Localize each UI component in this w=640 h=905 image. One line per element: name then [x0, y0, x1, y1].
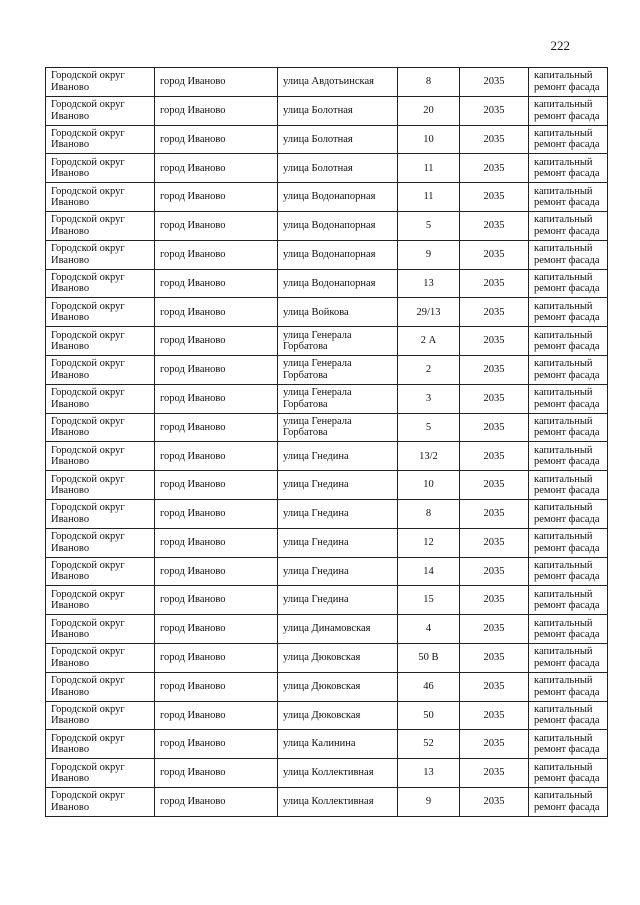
table-row [46, 298, 608, 327]
cell-house-number: 3 [398, 384, 460, 413]
cell-street: улица Генерала Горбатова [278, 355, 398, 384]
table-row [46, 471, 608, 500]
cell-street: улица Гнедина [278, 557, 398, 586]
table-row [46, 586, 608, 615]
cell-street: улица Коллективная [278, 759, 398, 788]
cell-settlement: город Иваново [155, 327, 278, 356]
cell-settlement: город Иваново [155, 528, 278, 557]
cell-house-number: 10 [398, 125, 460, 154]
cell-house-number: 46 [398, 672, 460, 701]
cell-house-number: 50 В [398, 643, 460, 672]
cell-work-type: капитальный ремонт фасада [529, 759, 608, 788]
cell-settlement: город Иваново [155, 298, 278, 327]
cell-year: 2035 [460, 96, 529, 125]
cell-street: улица Дюковская [278, 701, 398, 730]
cell-house-number: 9 [398, 787, 460, 816]
cell-house-number: 5 [398, 211, 460, 240]
cell-settlement: город Иваново [155, 384, 278, 413]
cell-municipality: Городской округ Иваново [46, 211, 155, 240]
cell-year: 2035 [460, 672, 529, 701]
cell-municipality: Городской округ Иваново [46, 471, 155, 500]
cell-settlement: город Иваново [155, 557, 278, 586]
cell-house-number: 15 [398, 586, 460, 615]
cell-municipality: Городской округ Иваново [46, 154, 155, 183]
cell-house-number: 29/13 [398, 298, 460, 327]
cell-house-number: 12 [398, 528, 460, 557]
cell-year: 2035 [460, 327, 529, 356]
cell-settlement: город Иваново [155, 730, 278, 759]
table-row [46, 701, 608, 730]
cell-municipality: Городской округ Иваново [46, 183, 155, 212]
table-row [46, 557, 608, 586]
cell-house-number: 13/2 [398, 442, 460, 471]
cell-settlement: город Иваново [155, 471, 278, 500]
table-row [46, 499, 608, 528]
cell-municipality: Городской округ Иваново [46, 240, 155, 269]
cell-year: 2035 [460, 442, 529, 471]
cell-work-type: капитальный ремонт фасада [529, 384, 608, 413]
cell-house-number: 20 [398, 96, 460, 125]
cell-year: 2035 [460, 643, 529, 672]
cell-street: улица Гнедина [278, 442, 398, 471]
cell-street: улица Болотная [278, 154, 398, 183]
cell-year: 2035 [460, 499, 529, 528]
cell-street: улица Гнедина [278, 471, 398, 500]
cell-work-type: капитальный ремонт фасада [529, 643, 608, 672]
cell-municipality: Городской округ Иваново [46, 68, 155, 97]
cell-house-number: 11 [398, 183, 460, 212]
cell-municipality: Городской округ Иваново [46, 557, 155, 586]
cell-year: 2035 [460, 211, 529, 240]
cell-municipality: Городской округ Иваново [46, 730, 155, 759]
cell-work-type: капитальный ремонт фасада [529, 471, 608, 500]
cell-municipality: Городской округ Иваново [46, 528, 155, 557]
cell-year: 2035 [460, 586, 529, 615]
cell-work-type: капитальный ремонт фасада [529, 183, 608, 212]
table-row [46, 240, 608, 269]
cell-year: 2035 [460, 183, 529, 212]
table-row [46, 125, 608, 154]
registry-table-body [46, 68, 608, 817]
cell-house-number: 52 [398, 730, 460, 759]
cell-municipality: Городской округ Иваново [46, 759, 155, 788]
cell-work-type: капитальный ремонт фасада [529, 269, 608, 298]
table-row [46, 269, 608, 298]
cell-municipality: Городской округ Иваново [46, 615, 155, 644]
cell-work-type: капитальный ремонт фасада [529, 125, 608, 154]
table-row [46, 442, 608, 471]
cell-street: улица Гнедина [278, 528, 398, 557]
cell-work-type: капитальный ремонт фасада [529, 240, 608, 269]
cell-street: улица Водонапорная [278, 240, 398, 269]
cell-settlement: город Иваново [155, 269, 278, 298]
cell-year: 2035 [460, 355, 529, 384]
cell-street: улица Авдотьинская [278, 68, 398, 97]
cell-house-number: 5 [398, 413, 460, 442]
cell-municipality: Городской округ Иваново [46, 499, 155, 528]
cell-street: улица Дюковская [278, 672, 398, 701]
cell-house-number: 2 А [398, 327, 460, 356]
cell-settlement: город Иваново [155, 240, 278, 269]
cell-municipality: Городской округ Иваново [46, 298, 155, 327]
cell-settlement: город Иваново [155, 211, 278, 240]
cell-house-number: 8 [398, 68, 460, 97]
cell-year: 2035 [460, 240, 529, 269]
cell-settlement: город Иваново [155, 355, 278, 384]
cell-year: 2035 [460, 68, 529, 97]
cell-settlement: город Иваново [155, 759, 278, 788]
cell-house-number: 10 [398, 471, 460, 500]
table-row [46, 355, 608, 384]
cell-house-number: 14 [398, 557, 460, 586]
cell-municipality: Городской округ Иваново [46, 125, 155, 154]
cell-year: 2035 [460, 269, 529, 298]
cell-settlement: город Иваново [155, 413, 278, 442]
cell-year: 2035 [460, 787, 529, 816]
cell-settlement: город Иваново [155, 586, 278, 615]
cell-year: 2035 [460, 471, 529, 500]
table-row [46, 730, 608, 759]
cell-year: 2035 [460, 730, 529, 759]
cell-settlement: город Иваново [155, 68, 278, 97]
cell-street: улица Генерала Горбатова [278, 327, 398, 356]
cell-street: улица Гнедина [278, 499, 398, 528]
cell-municipality: Городской округ Иваново [46, 96, 155, 125]
cell-house-number: 13 [398, 269, 460, 298]
cell-work-type: капитальный ремонт фасада [529, 154, 608, 183]
table-row [46, 68, 608, 97]
cell-work-type: капитальный ремонт фасада [529, 298, 608, 327]
cell-work-type: капитальный ремонт фасада [529, 557, 608, 586]
table-row [46, 759, 608, 788]
cell-work-type: капитальный ремонт фасада [529, 96, 608, 125]
cell-work-type: капитальный ремонт фасада [529, 615, 608, 644]
cell-work-type: капитальный ремонт фасада [529, 672, 608, 701]
table-row [46, 787, 608, 816]
table-row [46, 413, 608, 442]
cell-municipality: Городской округ Иваново [46, 672, 155, 701]
cell-municipality: Городской округ Иваново [46, 586, 155, 615]
cell-work-type: капитальный ремонт фасада [529, 442, 608, 471]
cell-street: улица Водонапорная [278, 183, 398, 212]
table-row [46, 327, 608, 356]
cell-work-type: капитальный ремонт фасада [529, 355, 608, 384]
cell-street: улица Коллективная [278, 787, 398, 816]
table-row [46, 183, 608, 212]
cell-year: 2035 [460, 154, 529, 183]
cell-settlement: город Иваново [155, 154, 278, 183]
cell-settlement: город Иваново [155, 442, 278, 471]
cell-house-number: 13 [398, 759, 460, 788]
cell-municipality: Городской округ Иваново [46, 269, 155, 298]
cell-settlement: город Иваново [155, 96, 278, 125]
cell-municipality: Городской округ Иваново [46, 787, 155, 816]
table-row [46, 615, 608, 644]
cell-house-number: 50 [398, 701, 460, 730]
cell-settlement: город Иваново [155, 701, 278, 730]
table-row [46, 528, 608, 557]
cell-settlement: город Иваново [155, 643, 278, 672]
cell-work-type: капитальный ремонт фасада [529, 68, 608, 97]
cell-work-type: капитальный ремонт фасада [529, 211, 608, 240]
cell-year: 2035 [460, 298, 529, 327]
cell-settlement: город Иваново [155, 183, 278, 212]
cell-work-type: капитальный ремонт фасада [529, 701, 608, 730]
cell-settlement: город Иваново [155, 787, 278, 816]
cell-year: 2035 [460, 413, 529, 442]
cell-municipality: Городской округ Иваново [46, 327, 155, 356]
cell-street: улица Калинина [278, 730, 398, 759]
cell-year: 2035 [460, 557, 529, 586]
cell-settlement: город Иваново [155, 499, 278, 528]
cell-work-type: капитальный ремонт фасада [529, 586, 608, 615]
cell-house-number: 2 [398, 355, 460, 384]
table-row [46, 643, 608, 672]
cell-street: улица Болотная [278, 125, 398, 154]
cell-work-type: капитальный ремонт фасада [529, 327, 608, 356]
cell-street: улица Болотная [278, 96, 398, 125]
cell-municipality: Городской округ Иваново [46, 355, 155, 384]
cell-street: улица Гнедина [278, 586, 398, 615]
cell-street: улица Динамовская [278, 615, 398, 644]
cell-house-number: 4 [398, 615, 460, 644]
cell-year: 2035 [460, 528, 529, 557]
cell-street: улица Водонапорная [278, 269, 398, 298]
table-row [46, 672, 608, 701]
cell-house-number: 8 [398, 499, 460, 528]
cell-street: улица Водонапорная [278, 211, 398, 240]
cell-work-type: капитальный ремонт фасада [529, 413, 608, 442]
cell-year: 2035 [460, 759, 529, 788]
table-row [46, 96, 608, 125]
table-row [46, 211, 608, 240]
cell-year: 2035 [460, 384, 529, 413]
cell-house-number: 11 [398, 154, 460, 183]
cell-settlement: город Иваново [155, 615, 278, 644]
cell-work-type: капитальный ремонт фасада [529, 787, 608, 816]
cell-work-type: капитальный ремонт фасада [529, 730, 608, 759]
cell-street: улица Генерала Горбатова [278, 384, 398, 413]
cell-street: улица Генерала Горбатова [278, 413, 398, 442]
cell-municipality: Городской округ Иваново [46, 413, 155, 442]
table-row [46, 154, 608, 183]
cell-year: 2035 [460, 125, 529, 154]
registry-table [45, 67, 608, 817]
page-number: 222 [550, 38, 570, 53]
cell-year: 2035 [460, 615, 529, 644]
cell-municipality: Городской округ Иваново [46, 643, 155, 672]
cell-house-number: 9 [398, 240, 460, 269]
cell-work-type: капитальный ремонт фасада [529, 528, 608, 557]
cell-street: улица Войкова [278, 298, 398, 327]
cell-work-type: капитальный ремонт фасада [529, 499, 608, 528]
cell-year: 2035 [460, 701, 529, 730]
cell-municipality: Городской округ Иваново [46, 442, 155, 471]
cell-municipality: Городской округ Иваново [46, 384, 155, 413]
cell-settlement: город Иваново [155, 125, 278, 154]
cell-street: улица Дюковская [278, 643, 398, 672]
cell-municipality: Городской округ Иваново [46, 701, 155, 730]
table-row [46, 384, 608, 413]
cell-settlement: город Иваново [155, 672, 278, 701]
